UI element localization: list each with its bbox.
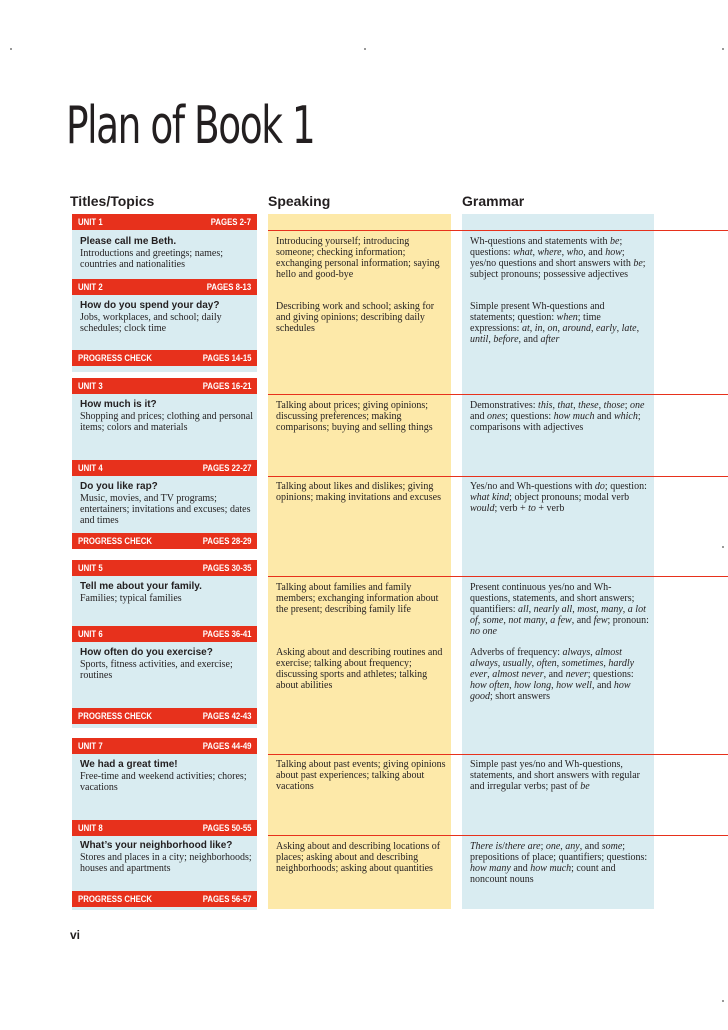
crop-mark bbox=[722, 48, 724, 50]
bar-label: UNIT 5 bbox=[78, 562, 103, 574]
bar-label: PROGRESS CHECK bbox=[78, 352, 153, 364]
bar-label: UNIT 7 bbox=[78, 740, 103, 752]
unit-speaking: Asking about and describing locations of places; asking about and describing neighborhoods; asking about quantities bbox=[276, 841, 441, 874]
unit-bar bbox=[72, 560, 257, 576]
unit-title: We had a great time! bbox=[80, 759, 178, 770]
unit-title: How often do you exercise? bbox=[80, 647, 213, 658]
unit-bar bbox=[72, 378, 257, 394]
unit-grammar: Simple present Wh-questions and statements; question: when; time expressions: at, in, on, around, early, late, until, before, and after bbox=[470, 301, 640, 345]
unit-topics: Music, movies, and TV programs; entertainers; invitations and excuses; dates and times bbox=[80, 493, 251, 526]
bar-label: UNIT 3 bbox=[78, 380, 103, 392]
bar-pages: PAGES 50-55 bbox=[202, 822, 251, 834]
page-title: Plan of Book 1 bbox=[66, 96, 315, 156]
unit-title: What’s your neighborhood like? bbox=[80, 840, 233, 851]
unit-title: Please call me Beth. bbox=[80, 236, 177, 247]
unit-speaking: Describing work and school; asking for and giving opinions; describing daily schedules bbox=[276, 301, 435, 334]
crop-mark bbox=[722, 1000, 724, 1002]
unit-bar bbox=[72, 214, 257, 230]
unit-bar bbox=[72, 626, 257, 642]
column-header-topics: Titles/Topics bbox=[70, 193, 155, 209]
unit-grammar: Adverbs of frequency: always, almost always, usually, often, sometimes, hardly ever, almost never, and never; questions: how often, how long, how well, and how good; short answers bbox=[470, 647, 635, 702]
bar-pages: PAGES 28-29 bbox=[202, 535, 251, 547]
bar-label: PROGRESS CHECK bbox=[78, 535, 153, 547]
row-rule bbox=[268, 476, 728, 477]
bar-pages: PAGES 8-13 bbox=[206, 281, 251, 293]
unit-speaking: Talking about likes and dislikes; giving opinions; making invitations and excuses bbox=[276, 481, 441, 503]
unit-grammar: Present continuous yes/no and Wh-questions, statements, and short answers; quantifiers: all, nearly all, most, many, a lot of, some, not many, a few, and few; pronoun: no one bbox=[470, 582, 649, 637]
unit-topics: Stores and places in a city; neighborhoods; houses and apartments bbox=[80, 852, 252, 874]
progress-check-bar bbox=[72, 891, 257, 907]
unit-bar bbox=[72, 738, 257, 754]
bar-label: UNIT 8 bbox=[78, 822, 103, 834]
unit-topics: Shopping and prices; clothing and personal items; colors and materials bbox=[80, 411, 254, 433]
progress-check-bar bbox=[72, 350, 257, 366]
unit-topics: Families; typical families bbox=[80, 593, 182, 604]
unit-bar bbox=[72, 460, 257, 476]
unit-speaking: Introducing yourself; introducing someone; checking information; exchanging personal information; saying hello and good-bye bbox=[276, 236, 440, 280]
unit-title: How do you spend your day? bbox=[80, 300, 220, 311]
row-rule bbox=[268, 230, 728, 231]
column-header-speaking: Speaking bbox=[268, 193, 331, 209]
bar-label: UNIT 1 bbox=[78, 216, 103, 228]
row-rule bbox=[268, 576, 728, 577]
unit-grammar: Demonstratives: this, that, these, those; one and ones; questions: how much and which; comparisons with adjectives bbox=[470, 400, 645, 433]
bar-pages: PAGES 44-49 bbox=[202, 740, 251, 752]
unit-topics: Free-time and weekend activities; chores; vacations bbox=[80, 771, 247, 793]
bar-pages: PAGES 22-27 bbox=[202, 462, 251, 474]
bar-label: UNIT 2 bbox=[78, 281, 103, 293]
bar-label: UNIT 4 bbox=[78, 462, 103, 474]
unit-speaking: Talking about prices; giving opinions; discussing preferences; making comparisons; buying and selling things bbox=[276, 400, 433, 433]
unit-speaking: Talking about past events; giving opinions about past experiences; talking about vacations bbox=[276, 759, 446, 792]
bar-pages: PAGES 16-21 bbox=[202, 380, 251, 392]
unit-bar bbox=[72, 820, 257, 836]
column-header-grammar: Grammar bbox=[462, 193, 525, 209]
unit-topics: Jobs, workplaces, and school; daily schedules; clock time bbox=[80, 312, 222, 334]
unit-grammar: There is/there are; one, any, and some; prepositions of place; quantifiers; questions: how many and how much; count and noncount nouns bbox=[470, 841, 648, 885]
row-rule bbox=[268, 835, 728, 836]
crop-mark bbox=[722, 546, 724, 548]
page-number: vi bbox=[70, 928, 81, 942]
unit-grammar: Yes/no and Wh-questions with do; question: what kind; object pronouns; modal verb would; verb + to + verb bbox=[470, 481, 647, 514]
unit-topics: Introductions and greetings; names; countries and nationalities bbox=[80, 248, 224, 270]
unit-grammar: Wh-questions and statements with be; questions: what, where, who, and how; yes/no questions and short answers with be; subject pronouns; possessive adjectives bbox=[470, 236, 646, 280]
bar-pages: PAGES 14-15 bbox=[202, 352, 251, 364]
unit-topics: Sports, fitness activities, and exercise; routines bbox=[80, 659, 233, 681]
crop-mark bbox=[10, 48, 12, 50]
bar-label: PROGRESS CHECK bbox=[78, 893, 153, 905]
bar-pages: PAGES 30-35 bbox=[202, 562, 251, 574]
progress-check-bar bbox=[72, 533, 257, 549]
unit-grammar: Simple past yes/no and Wh-questions, statements, and short answers with regular and irregular verbs; past of be bbox=[470, 759, 640, 792]
bar-label: PROGRESS CHECK bbox=[78, 710, 153, 722]
bar-pages: PAGES 2-7 bbox=[210, 216, 251, 228]
crop-mark bbox=[364, 48, 366, 50]
bar-pages: PAGES 36-41 bbox=[202, 628, 251, 640]
bar-pages: PAGES 56-57 bbox=[202, 893, 251, 905]
unit-speaking: Talking about families and family members; exchanging information about the present; describing family life bbox=[276, 582, 439, 615]
bar-label: UNIT 6 bbox=[78, 628, 103, 640]
row-rule bbox=[268, 754, 728, 755]
row-rule bbox=[268, 394, 728, 395]
unit-speaking: Asking about and describing routines and exercise; talking about frequency; discussing sports and athletes; talking about abilities bbox=[276, 647, 443, 691]
unit-bar bbox=[72, 279, 257, 295]
progress-check-bar bbox=[72, 708, 257, 724]
unit-title: How much is it? bbox=[80, 399, 157, 410]
unit-title: Tell me about your family. bbox=[80, 581, 202, 592]
unit-title: Do you like rap? bbox=[80, 481, 158, 492]
bar-pages: PAGES 42-43 bbox=[202, 710, 251, 722]
